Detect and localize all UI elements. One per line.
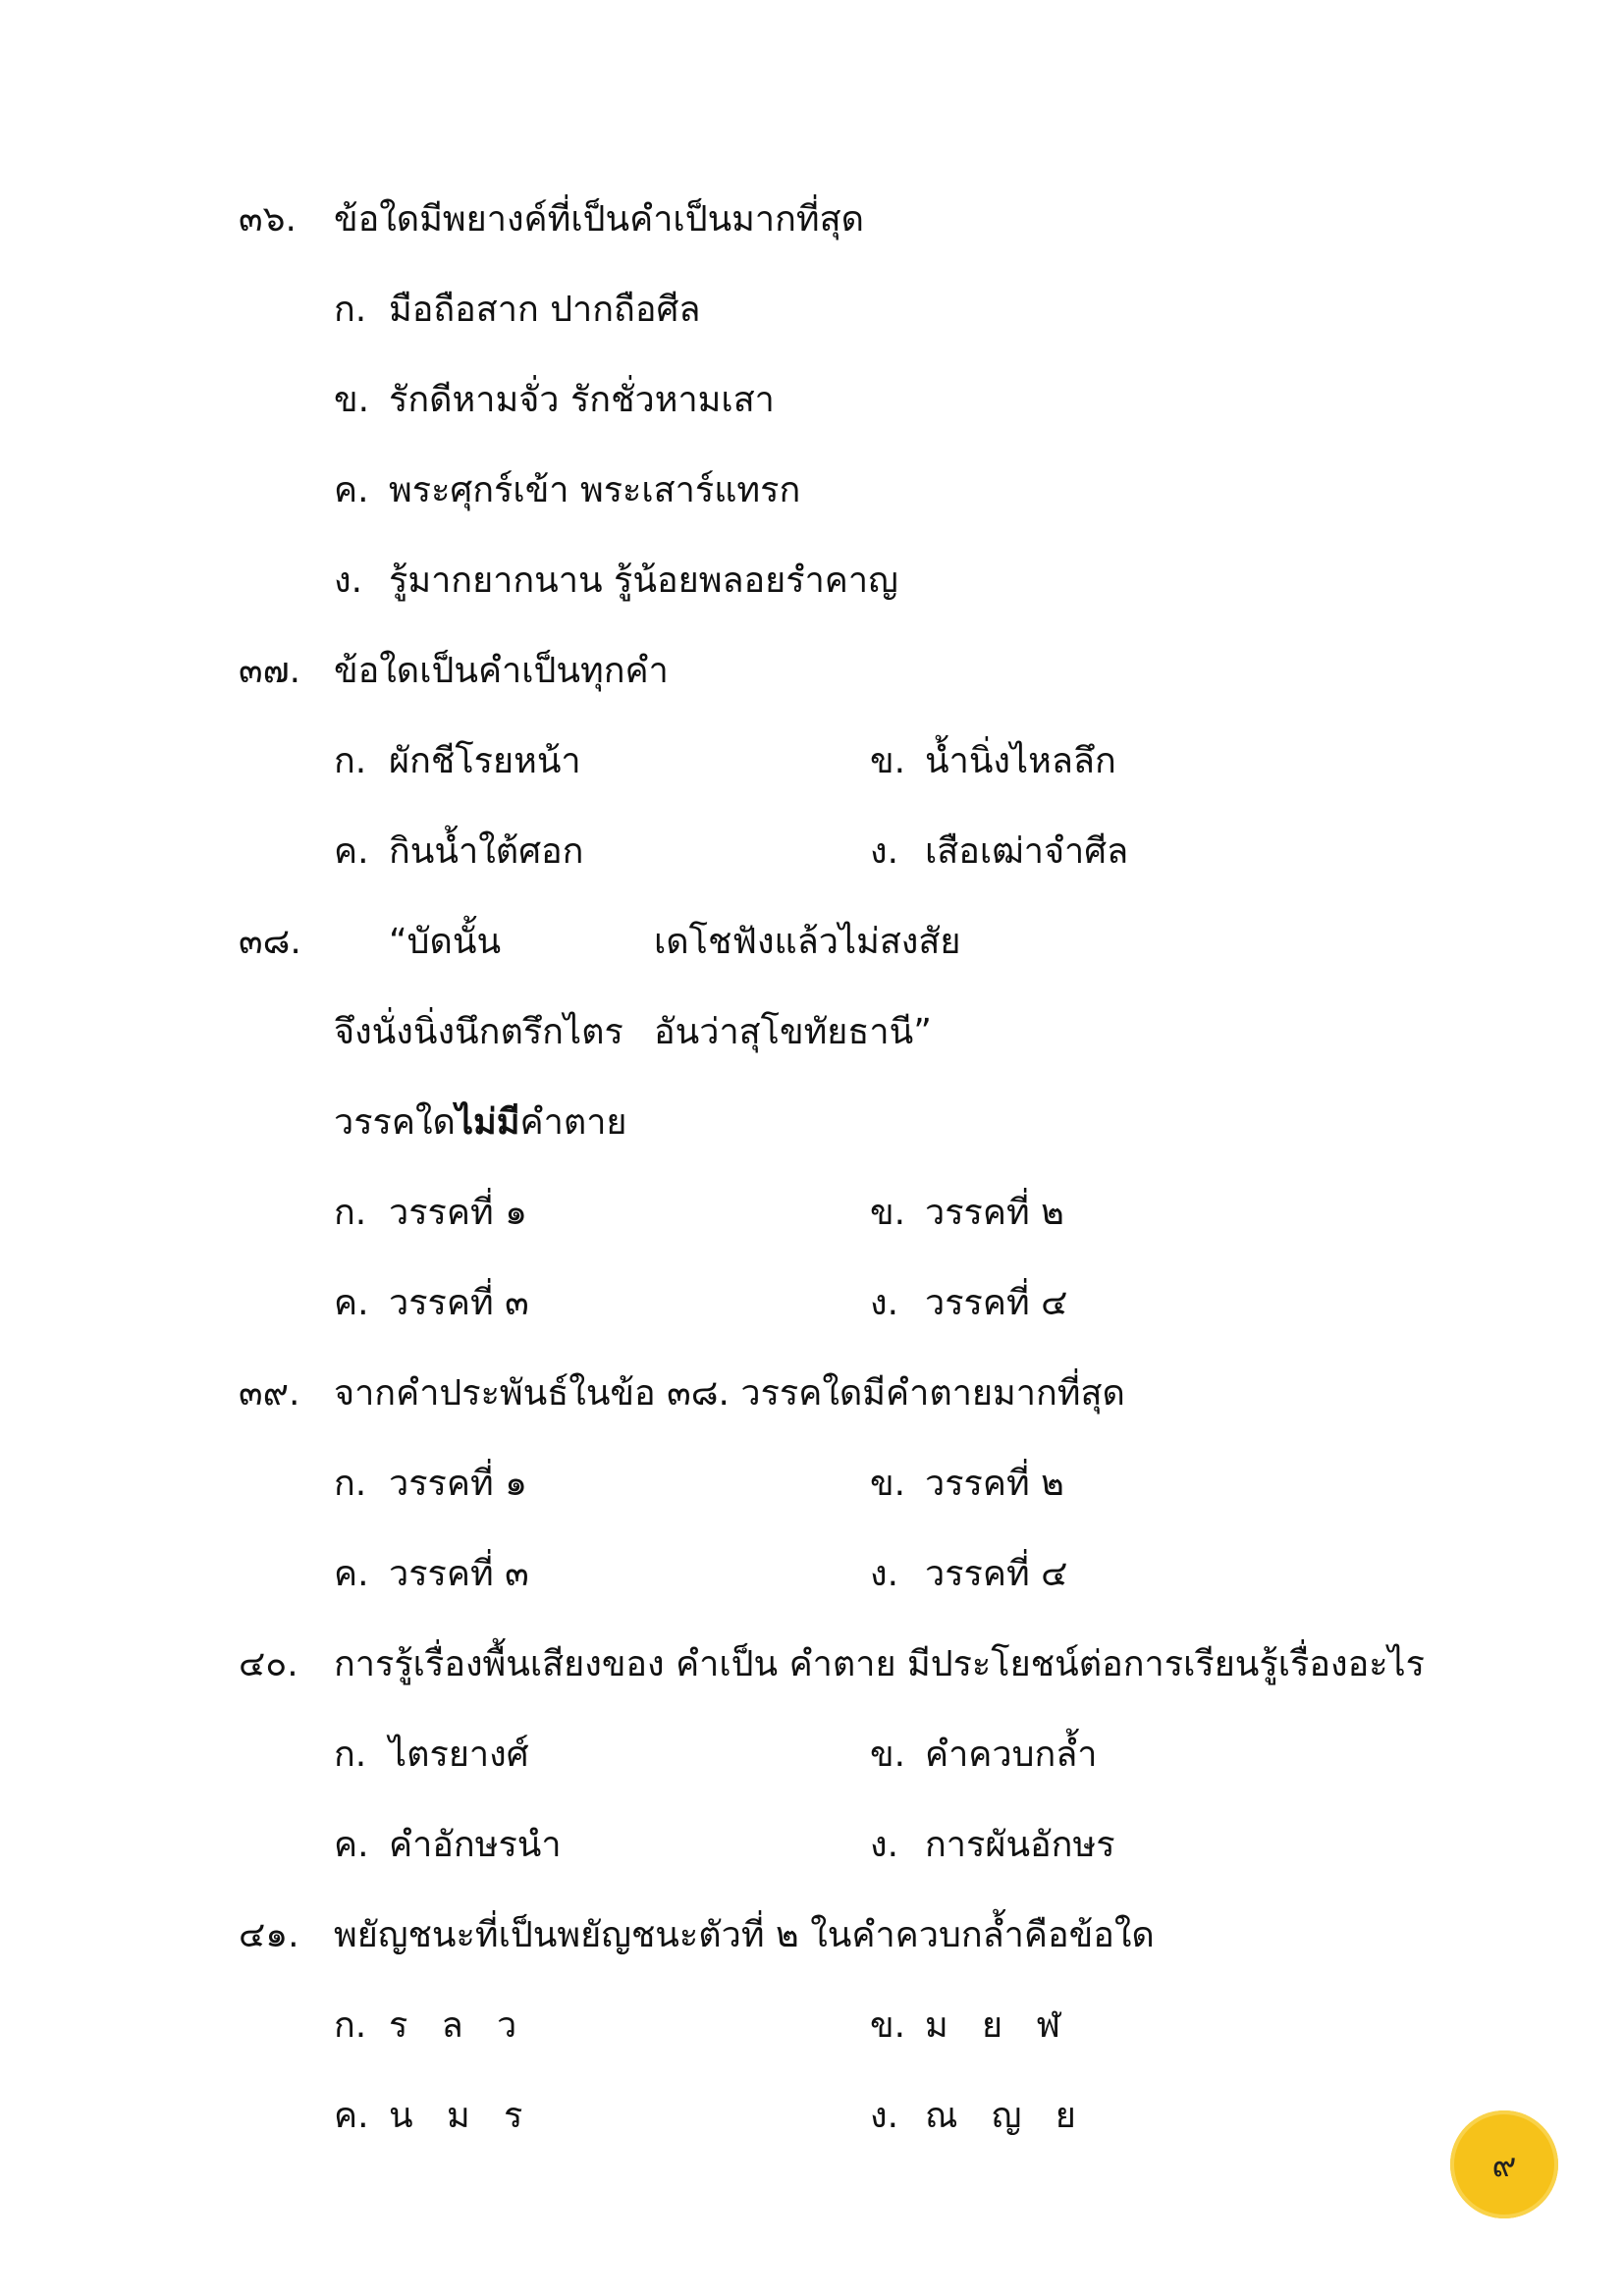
option-text: น ม ร	[389, 2096, 523, 2136]
option-a	[334, 738, 581, 785]
option-text: คำอักษรนำ	[389, 1825, 562, 1865]
option-text: ม ย ฬ	[925, 2005, 1061, 2046]
option-d	[870, 1822, 1115, 1869]
option-label: ค.	[334, 470, 369, 510]
option-b	[870, 1190, 1064, 1237]
option-text: วรรคที่ ๔	[925, 1283, 1068, 1323]
option-text: วรรคที่ ๔	[925, 1554, 1068, 1594]
prompt-pre: วรรคใด	[334, 1102, 456, 1143]
verse-line-2a: จึงนั่งนิ่งนึกตรึกไตร	[334, 1012, 623, 1052]
option-label: ข.	[870, 1464, 906, 1504]
option-text: กินน้ำใต้ศอก	[389, 831, 584, 872]
option-label: ค.	[334, 831, 369, 872]
option-a	[334, 1732, 529, 1779]
option-label: ค.	[334, 1825, 369, 1865]
option-text: มือถือสาก ปากถือศีล	[389, 290, 701, 330]
option-b	[870, 2002, 1060, 2050]
option-text: วรรคที่ ๓	[389, 1283, 529, 1323]
option-c	[334, 828, 583, 876]
option-text: วรรคที่ ๓	[389, 1554, 529, 1594]
verse-line-2b: อันว่าสุโขทัยธานี”	[654, 1012, 932, 1052]
option-label: ข.	[870, 2005, 906, 2046]
verse-line-1b: เดโชฟังแล้วไม่สงสัย	[654, 922, 961, 962]
option-label: ข.	[870, 1193, 906, 1233]
option-d	[870, 828, 1128, 876]
option-d	[334, 558, 898, 605]
option-text: วรรคที่ ๑	[389, 1464, 527, 1504]
option-b	[334, 377, 775, 424]
option-d	[870, 2093, 1076, 2140]
option-text: น้ำนิ่งไหลลึก	[925, 741, 1116, 781]
question-text: การรู้เรื่องพื้นเสียงของ คำเป็น คำตาย มีประโยชน์ต่อการเรียนรู้เรื่องอะไร	[334, 1644, 1425, 1684]
option-label: ง.	[870, 2096, 899, 2136]
option-d	[870, 1551, 1067, 1598]
option-c	[334, 1551, 529, 1598]
option-label: ก.	[334, 290, 367, 330]
option-label: ค.	[334, 2096, 369, 2136]
option-a	[334, 1190, 527, 1237]
option-label: ก.	[334, 1193, 367, 1233]
option-b	[870, 1461, 1064, 1508]
option-label: ค.	[334, 1283, 369, 1323]
option-label: ง.	[870, 1283, 899, 1323]
question-number: ๓๘.	[239, 922, 301, 962]
question-number: ๓๖.	[239, 199, 297, 240]
option-label: ข.	[334, 380, 370, 420]
option-text: คำควบกล้ำ	[925, 1735, 1098, 1775]
option-text: วรรคที่ ๒	[925, 1193, 1064, 1233]
option-label: ง.	[870, 831, 899, 872]
option-label: ก.	[334, 741, 367, 781]
option-c	[334, 1280, 529, 1327]
option-b	[870, 1732, 1098, 1779]
option-label: ง.	[334, 561, 363, 601]
option-text: ณ ญ ย	[925, 2096, 1076, 2136]
question-text: ข้อใดเป็นคำเป็นทุกคำ	[334, 651, 669, 691]
option-text: วรรคที่ ๑	[389, 1193, 527, 1233]
option-a	[334, 1461, 527, 1508]
option-label: ง.	[870, 1554, 899, 1594]
prompt-post: คำตาย	[519, 1102, 627, 1143]
option-a	[334, 287, 700, 334]
option-label: ง.	[870, 1825, 899, 1865]
verse-line-1a: “บัดนั้น	[389, 922, 502, 962]
option-label: ก.	[334, 1464, 367, 1504]
option-label: ข.	[870, 1735, 906, 1775]
option-label: ค.	[334, 1554, 369, 1594]
option-c	[334, 2093, 522, 2140]
option-text: พระศุกร์เข้า พระเสาร์แทรก	[389, 470, 801, 510]
option-label: ก.	[334, 2005, 367, 2046]
question-text: พยัญชนะที่เป็นพยัญชนะตัวที่ ๒ ในคำควบกล้ำคือข้อใด	[334, 1915, 1155, 1955]
question-number: ๓๙.	[239, 1373, 300, 1414]
option-label: ก.	[334, 1735, 367, 1775]
option-c	[334, 1822, 562, 1869]
option-text: ผักชีโรยหน้า	[389, 741, 581, 781]
option-d	[870, 1280, 1067, 1327]
question-number: ๔๐.	[239, 1644, 298, 1684]
option-text: เสือเฒ่าจำศีล	[925, 831, 1129, 872]
option-c	[334, 467, 800, 514]
prompt-text	[334, 1099, 627, 1147]
option-text: วรรคที่ ๒	[925, 1464, 1064, 1504]
option-text: ร ล ว	[389, 2005, 517, 2046]
option-label: ข.	[870, 741, 906, 781]
page-number-badge	[1450, 2110, 1558, 2218]
option-text: ไตรยางศ์	[389, 1735, 529, 1775]
prompt-bold: ไม่มี	[455, 1102, 520, 1143]
question-number: ๔๑.	[239, 1915, 299, 1955]
option-text: รู้มากยากนาน รู้น้อยพลอยรำคาญ	[389, 561, 898, 601]
option-text: การผันอักษร	[925, 1825, 1115, 1865]
question-number: ๓๗.	[239, 651, 301, 691]
option-a	[334, 2002, 516, 2050]
option-b	[870, 738, 1116, 785]
option-text: รักดีหามจั่ว รักชั่วหามเสา	[389, 380, 775, 420]
question-text: ข้อใดมีพยางค์ที่เป็นคำเป็นมากที่สุด	[334, 199, 864, 240]
page-number: ๙	[1491, 2146, 1517, 2185]
question-text: จากคำประพันธ์ในข้อ ๓๘. วรรคใดมีคำตายมากที่สุด	[334, 1373, 1125, 1414]
